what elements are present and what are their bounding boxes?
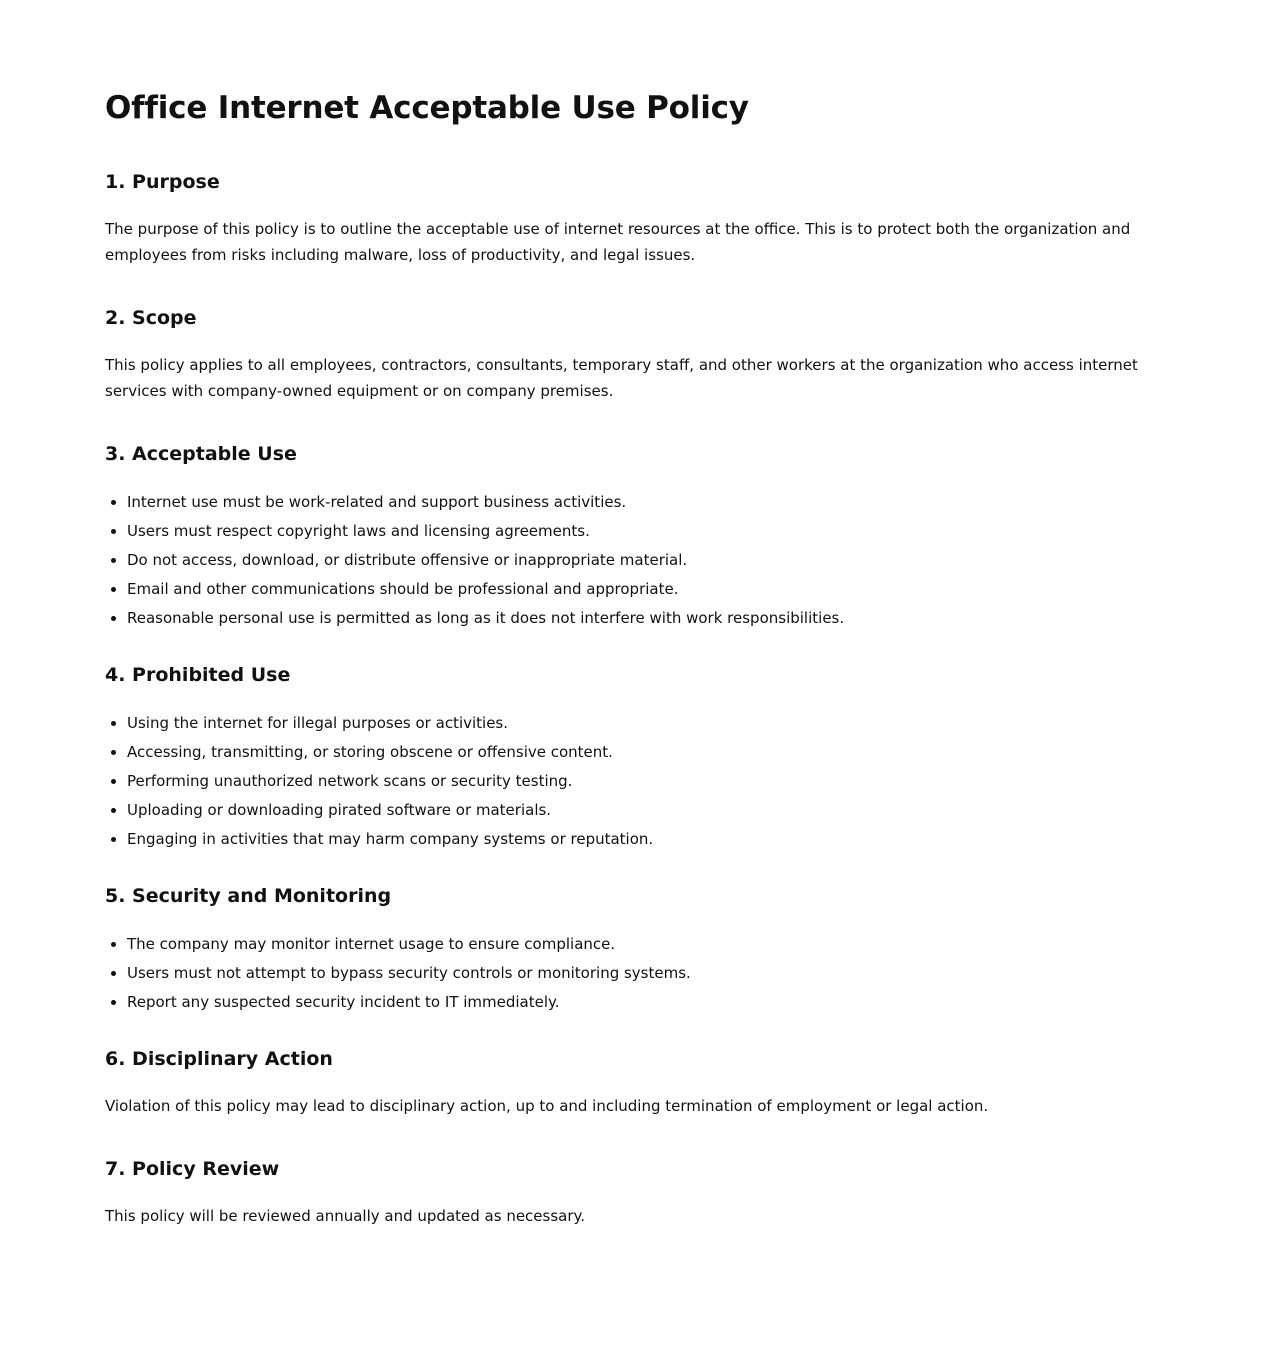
page-title: Office Internet Acceptable Use Policy <box>105 90 749 126</box>
section-policy-review <box>105 1155 1158 1229</box>
bullet-list <box>105 488 1158 633</box>
section-heading: 2. Scope <box>105 307 197 329</box>
section-purpose <box>105 168 1158 268</box>
section-security-monitoring <box>105 882 1158 1017</box>
list-item: • Engaging in activities that may harm company systems or reputation. <box>127 825 1158 854</box>
section-heading: 4. Prohibited Use <box>105 664 291 686</box>
section-heading: 5. Security and Monitoring <box>105 885 392 907</box>
section-heading: 6. Disciplinary Action <box>105 1048 333 1070</box>
bullet-list <box>105 930 1158 1017</box>
section-paragraph: This policy applies to all employees, contractors, consultants, temporary staff, and other workers at the organization who access internet services with company-owned equipment or on company premises. <box>105 356 1138 400</box>
list-item: • Uploading or downloading pirated software or materials. <box>127 796 1158 825</box>
section-paragraph: The purpose of this policy is to outline the acceptable use of internet resources at the office. This is to protect both the organization and employees from risks including malware, loss of productivity, and legal issues. <box>105 220 1131 264</box>
list-item: • Do not access, download, or distribute offensive or inappropriate material. <box>127 546 1158 575</box>
list-item: • Report any suspected security incident to IT immediately. <box>127 988 1158 1017</box>
list-item: • Using the internet for illegal purposes or activities. <box>127 709 1158 738</box>
section-heading: 7. Policy Review <box>105 1158 280 1180</box>
section-acceptable-use <box>105 440 1158 633</box>
section-scope <box>105 304 1158 404</box>
section-disciplinary-action <box>105 1045 1158 1119</box>
list-item: • Performing unauthorized network scans or security testing. <box>127 767 1158 796</box>
list-item: • The company may monitor internet usage to ensure compliance. <box>127 930 1158 959</box>
section-paragraph: This policy will be reviewed annually and updated as necessary. <box>105 1207 586 1225</box>
section-heading: 3. Acceptable Use <box>105 443 297 465</box>
list-item: • Users must respect copyright laws and licensing agreements. <box>127 517 1158 546</box>
list-item: • Internet use must be work-related and support business activities. <box>127 488 1158 517</box>
list-item: • Email and other communications should be professional and appropriate. <box>127 575 1158 604</box>
section-heading: 1. Purpose <box>105 171 220 193</box>
section-paragraph: Violation of this policy may lead to disciplinary action, up to and including termination of employment or legal action. <box>105 1097 989 1115</box>
list-item: • Users must not attempt to bypass security controls or monitoring systems. <box>127 959 1158 988</box>
section-prohibited-use <box>105 661 1158 854</box>
list-item: • Reasonable personal use is permitted as long as it does not interfere with work responsibilities. <box>127 604 1158 633</box>
bullet-list <box>105 709 1158 854</box>
list-item: • Accessing, transmitting, or storing obscene or offensive content. <box>127 738 1158 767</box>
